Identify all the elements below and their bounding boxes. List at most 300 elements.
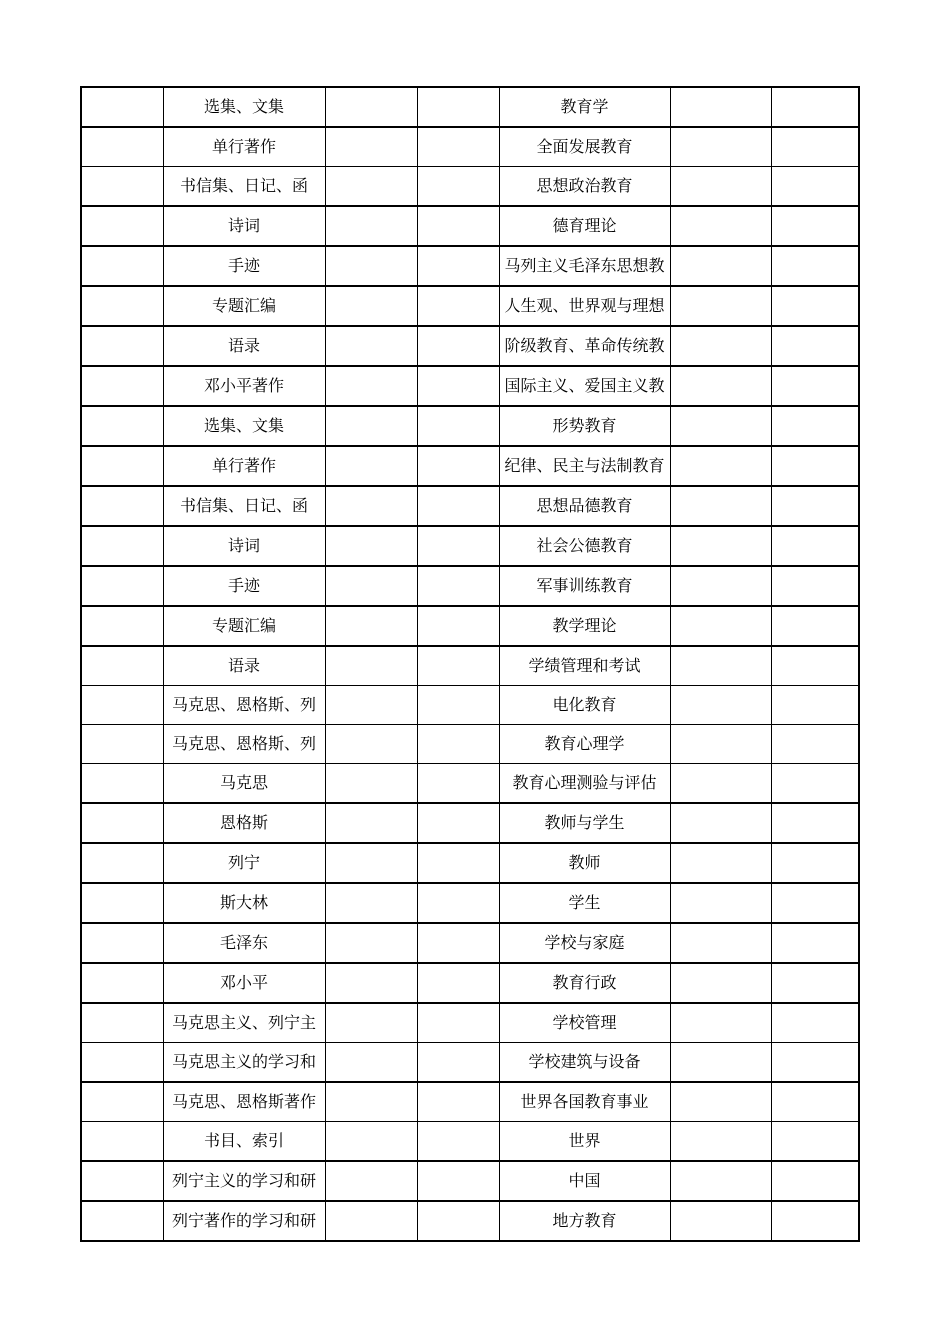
cell-blank[interactable] (325, 843, 417, 883)
cell-right-category[interactable] (499, 923, 670, 963)
cell-index[interactable] (81, 127, 163, 167)
cell-blank[interactable] (771, 686, 859, 725)
cell-index[interactable] (81, 686, 163, 725)
cell-blank[interactable] (771, 446, 859, 486)
cell-right-category[interactable] (499, 566, 670, 606)
cell-empty (772, 844, 859, 882)
cell-empty (772, 1083, 859, 1121)
cell-left-category[interactable] (163, 446, 325, 486)
cell-right-category[interactable] (499, 206, 670, 246)
cell-blank[interactable] (325, 167, 417, 207)
cell-right-category[interactable] (499, 446, 670, 486)
cell-right-category-text: 电化教育 (552, 695, 617, 714)
cell-blank[interactable] (417, 606, 499, 646)
cell-right-category[interactable] (499, 326, 670, 366)
cell-left-category-text: 马克思 (219, 773, 268, 792)
cell-blank[interactable] (325, 526, 417, 566)
cell-empty (772, 487, 859, 525)
cell-left-category[interactable] (163, 406, 325, 446)
cell-empty (772, 725, 859, 763)
cell-right-category[interactable] (499, 486, 670, 526)
cell-blank[interactable] (771, 963, 859, 1003)
cell-blank[interactable] (325, 1082, 417, 1122)
cell-empty (418, 804, 499, 842)
cell-empty (418, 924, 499, 962)
cell-blank[interactable] (417, 764, 499, 804)
cell-right-category[interactable] (499, 1161, 670, 1201)
cell-blank[interactable] (325, 1201, 417, 1241)
cell-blank[interactable] (771, 1043, 859, 1083)
cell-empty (671, 725, 771, 763)
cell-index[interactable] (81, 1201, 163, 1241)
cell-blank[interactable] (325, 646, 417, 686)
cell-right-category[interactable] (499, 167, 670, 207)
cell-left-category[interactable] (163, 1122, 325, 1162)
cell-right-category-text: 教学理论 (552, 616, 617, 635)
cell-blank[interactable] (325, 1003, 417, 1043)
cell-index[interactable] (81, 446, 163, 486)
cell-right-category-text: 阶级教育、革命传统教 (504, 336, 665, 355)
table-row (81, 87, 859, 127)
cell-empty (418, 287, 499, 325)
cell-blank[interactable] (417, 883, 499, 923)
cell-blank[interactable] (417, 1161, 499, 1201)
cell-blank[interactable] (325, 366, 417, 406)
cell-blank[interactable] (771, 1122, 859, 1162)
cell-left-category[interactable] (163, 764, 325, 804)
cell-left-category[interactable] (163, 646, 325, 686)
cell-blank[interactable] (417, 406, 499, 446)
cell-right-category[interactable] (499, 406, 670, 446)
cell-blank[interactable] (417, 646, 499, 686)
cell-empty (326, 686, 417, 724)
cell-blank[interactable] (670, 406, 771, 446)
cell-blank[interactable] (325, 1122, 417, 1162)
cell-blank[interactable] (670, 167, 771, 207)
cell-blank[interactable] (670, 843, 771, 883)
cell-index[interactable] (81, 566, 163, 606)
cell-blank[interactable] (670, 366, 771, 406)
cell-blank[interactable] (325, 406, 417, 446)
cell-blank[interactable] (670, 486, 771, 526)
cell-blank[interactable] (771, 803, 859, 843)
cell-empty (326, 1122, 417, 1160)
cell-blank[interactable] (771, 1003, 859, 1043)
cell-index[interactable] (81, 286, 163, 326)
cell-empty (418, 764, 499, 802)
cell-empty (326, 287, 417, 325)
cell-blank[interactable] (417, 923, 499, 963)
cell-index[interactable] (81, 486, 163, 526)
cell-blank[interactable] (325, 883, 417, 923)
cell-blank[interactable] (771, 646, 859, 686)
cell-blank[interactable] (417, 486, 499, 526)
cell-right-category-text: 中国 (568, 1171, 601, 1190)
cell-blank[interactable] (325, 764, 417, 804)
cell-right-category[interactable] (499, 606, 670, 646)
cell-index[interactable] (81, 803, 163, 843)
cell-blank[interactable] (325, 606, 417, 646)
cell-right-category[interactable] (499, 286, 670, 326)
cell-empty (418, 207, 499, 245)
cell-blank[interactable] (417, 246, 499, 286)
cell-left-category[interactable] (163, 923, 325, 963)
table-row (81, 1082, 859, 1122)
cell-blank[interactable] (670, 963, 771, 1003)
table-row (81, 286, 859, 326)
table-row (81, 1122, 859, 1162)
cell-blank[interactable] (325, 686, 417, 725)
cell-blank[interactable] (325, 326, 417, 366)
cell-right-category[interactable] (499, 803, 670, 843)
table-row (81, 725, 859, 764)
cell-index[interactable] (81, 167, 163, 207)
cell-blank[interactable] (417, 843, 499, 883)
cell-right-category[interactable] (499, 883, 670, 923)
cell-blank[interactable] (771, 326, 859, 366)
cell-index[interactable] (81, 246, 163, 286)
cell-empty (772, 367, 859, 405)
cell-right-category-text: 马列主义毛泽东思想教 (504, 256, 665, 275)
cell-empty (418, 607, 499, 645)
cell-empty (671, 1162, 771, 1200)
cell-empty (418, 167, 499, 205)
cell-empty (82, 1004, 163, 1042)
cell-blank[interactable] (417, 127, 499, 167)
cell-blank[interactable] (670, 1161, 771, 1201)
table-row (81, 167, 859, 207)
cell-blank[interactable] (417, 963, 499, 1003)
cell-blank[interactable] (417, 526, 499, 566)
cell-right-category[interactable] (499, 963, 670, 1003)
cell-blank[interactable] (417, 566, 499, 606)
cell-empty (326, 327, 417, 365)
cell-blank[interactable] (771, 1082, 859, 1122)
cell-blank[interactable] (325, 127, 417, 167)
cell-empty (772, 327, 859, 365)
cell-empty (772, 88, 859, 126)
cell-empty (671, 407, 771, 445)
table-row (81, 764, 859, 804)
cell-blank[interactable] (670, 526, 771, 566)
cell-blank[interactable] (325, 246, 417, 286)
cell-blank[interactable] (670, 1043, 771, 1083)
cell-empty (772, 167, 859, 205)
cell-blank[interactable] (417, 366, 499, 406)
cell-right-category[interactable] (499, 1201, 670, 1241)
cell-blank[interactable] (670, 1082, 771, 1122)
cell-left-category-text: 语录 (227, 656, 260, 675)
cell-blank[interactable] (417, 446, 499, 486)
cell-blank[interactable] (325, 1043, 417, 1083)
cell-blank[interactable] (670, 246, 771, 286)
cell-left-category[interactable] (163, 963, 325, 1003)
cell-blank[interactable] (670, 87, 771, 127)
cell-blank[interactable] (670, 326, 771, 366)
cell-blank[interactable] (417, 286, 499, 326)
cell-blank[interactable] (417, 1043, 499, 1083)
cell-blank[interactable] (670, 725, 771, 764)
cell-blank[interactable] (417, 803, 499, 843)
cell-right-category-text: 教育行政 (552, 973, 617, 992)
cell-empty (671, 1043, 771, 1081)
cell-empty (772, 764, 859, 802)
cell-blank[interactable] (771, 87, 859, 127)
cell-index[interactable] (81, 206, 163, 246)
cell-empty (418, 1122, 499, 1160)
cell-left-category-text: 马克思、恩格斯著作 (171, 1092, 316, 1111)
cell-empty (418, 128, 499, 166)
cell-empty (671, 567, 771, 605)
cell-left-category[interactable] (163, 87, 325, 127)
cell-right-category-text: 世界 (568, 1131, 601, 1150)
cell-empty (82, 487, 163, 525)
cell-blank[interactable] (771, 606, 859, 646)
cell-empty (671, 686, 771, 724)
cell-blank[interactable] (771, 286, 859, 326)
cell-index[interactable] (81, 406, 163, 446)
cell-blank[interactable] (670, 1122, 771, 1162)
cell-blank[interactable] (670, 566, 771, 606)
cell-empty (671, 924, 771, 962)
cell-blank[interactable] (771, 566, 859, 606)
cell-left-category-text: 马克思、恩格斯、列 (171, 695, 316, 714)
cell-empty (772, 287, 859, 325)
cell-left-category[interactable] (163, 486, 325, 526)
cell-blank[interactable] (771, 206, 859, 246)
cell-index[interactable] (81, 725, 163, 764)
cell-empty (326, 447, 417, 485)
cell-right-category[interactable] (499, 1122, 670, 1162)
cell-index[interactable] (81, 963, 163, 1003)
cell-empty (418, 247, 499, 285)
cell-blank[interactable] (417, 686, 499, 725)
cell-blank[interactable] (771, 843, 859, 883)
cell-empty (82, 844, 163, 882)
cell-blank[interactable] (417, 326, 499, 366)
cell-right-category[interactable] (499, 1003, 670, 1043)
cell-empty (82, 247, 163, 285)
cell-empty (671, 884, 771, 922)
cell-index[interactable] (81, 764, 163, 804)
cell-blank[interactable] (771, 1161, 859, 1201)
cell-right-category[interactable] (499, 366, 670, 406)
cell-left-category[interactable] (163, 366, 325, 406)
cell-blank[interactable] (670, 1003, 771, 1043)
cell-right-category-text: 形势教育 (552, 416, 617, 435)
cell-left-category[interactable] (163, 246, 325, 286)
cell-blank[interactable] (417, 206, 499, 246)
cell-empty (772, 1004, 859, 1042)
cell-blank[interactable] (771, 246, 859, 286)
cell-right-category[interactable] (499, 646, 670, 686)
cell-blank[interactable] (325, 286, 417, 326)
cell-blank[interactable] (771, 883, 859, 923)
cell-index[interactable] (81, 366, 163, 406)
cell-right-category[interactable] (499, 764, 670, 804)
cell-empty (772, 407, 859, 445)
cell-left-category[interactable] (163, 606, 325, 646)
cell-blank[interactable] (670, 883, 771, 923)
cell-blank[interactable] (417, 1003, 499, 1043)
cell-blank[interactable] (417, 1122, 499, 1162)
table-row (81, 963, 859, 1003)
cell-blank[interactable] (417, 1201, 499, 1241)
cell-blank[interactable] (670, 446, 771, 486)
cell-empty (326, 804, 417, 842)
cell-empty (671, 1122, 771, 1160)
cell-blank[interactable] (325, 486, 417, 526)
cell-blank[interactable] (670, 923, 771, 963)
cell-right-category[interactable] (499, 725, 670, 764)
cell-right-category[interactable] (499, 87, 670, 127)
cell-left-category[interactable] (163, 326, 325, 366)
cell-blank[interactable] (417, 87, 499, 127)
cell-blank[interactable] (670, 1201, 771, 1241)
cell-left-category-text: 专题汇编 (211, 296, 276, 315)
cell-blank[interactable] (325, 923, 417, 963)
cell-blank[interactable] (771, 526, 859, 566)
cell-blank[interactable] (417, 725, 499, 764)
cell-blank[interactable] (771, 167, 859, 207)
cell-blank[interactable] (670, 606, 771, 646)
cell-empty (671, 1083, 771, 1121)
cell-empty (418, 487, 499, 525)
cell-left-category[interactable] (163, 803, 325, 843)
cell-blank[interactable] (771, 923, 859, 963)
cell-right-category[interactable] (499, 1043, 670, 1083)
cell-blank[interactable] (771, 486, 859, 526)
cell-empty (82, 1202, 163, 1240)
cell-left-category[interactable] (163, 206, 325, 246)
cell-blank[interactable] (325, 206, 417, 246)
cell-right-category-text: 教育心理学 (544, 734, 625, 753)
cell-index[interactable] (81, 883, 163, 923)
cell-left-category[interactable] (163, 1161, 325, 1201)
cell-empty (772, 527, 859, 565)
cell-left-category-text: 单行著作 (211, 456, 276, 475)
cell-empty (326, 247, 417, 285)
cell-index[interactable] (81, 326, 163, 366)
cell-empty (82, 686, 163, 724)
cell-blank[interactable] (325, 446, 417, 486)
cell-index[interactable] (81, 1122, 163, 1162)
table-row (81, 883, 859, 923)
cell-left-category[interactable] (163, 1043, 325, 1083)
cell-blank[interactable] (670, 764, 771, 804)
cell-index[interactable] (81, 606, 163, 646)
cell-blank[interactable] (670, 206, 771, 246)
cell-blank[interactable] (771, 725, 859, 764)
cell-right-category[interactable] (499, 526, 670, 566)
cell-empty (326, 725, 417, 763)
cell-index[interactable] (81, 87, 163, 127)
cell-blank[interactable] (771, 1201, 859, 1241)
cell-left-category-text: 专题汇编 (211, 616, 276, 635)
cell-index[interactable] (81, 1043, 163, 1083)
cell-right-category-text: 思想品德教育 (536, 496, 633, 515)
cell-empty (671, 367, 771, 405)
cell-blank[interactable] (325, 725, 417, 764)
cell-left-category-text: 书信集、日记、函 (179, 176, 308, 195)
cell-empty (82, 964, 163, 1002)
cell-empty (326, 128, 417, 166)
cell-empty (671, 447, 771, 485)
cell-empty (418, 1004, 499, 1042)
cell-left-category[interactable] (163, 725, 325, 764)
cell-empty (772, 128, 859, 166)
cell-blank[interactable] (325, 566, 417, 606)
cell-left-category[interactable] (163, 883, 325, 923)
spreadsheet-table (80, 86, 860, 1242)
cell-empty (671, 1202, 771, 1240)
cell-index[interactable] (81, 1161, 163, 1201)
cell-right-category[interactable] (499, 686, 670, 725)
cell-left-category[interactable] (163, 286, 325, 326)
cell-left-category[interactable] (163, 1201, 325, 1241)
cell-empty (326, 844, 417, 882)
cell-blank[interactable] (771, 366, 859, 406)
cell-blank[interactable] (325, 1161, 417, 1201)
cell-index[interactable] (81, 843, 163, 883)
cell-blank[interactable] (417, 1082, 499, 1122)
cell-blank[interactable] (771, 406, 859, 446)
cell-right-category[interactable] (499, 1082, 670, 1122)
cell-left-category[interactable] (163, 127, 325, 167)
table-row (81, 1003, 859, 1043)
cell-index[interactable] (81, 1003, 163, 1043)
cell-right-category-text: 学校建筑与设备 (528, 1052, 641, 1071)
cell-empty (418, 725, 499, 763)
cell-blank[interactable] (771, 127, 859, 167)
cell-left-category-text: 书目、索引 (203, 1131, 284, 1150)
cell-left-category[interactable] (163, 167, 325, 207)
cell-right-category-text: 教师 (568, 853, 601, 872)
cell-index[interactable] (81, 923, 163, 963)
cell-left-category[interactable] (163, 526, 325, 566)
cell-empty (772, 1122, 859, 1160)
cell-index[interactable] (81, 1082, 163, 1122)
table-row (81, 366, 859, 406)
cell-left-category[interactable] (163, 1082, 325, 1122)
cell-empty (671, 964, 771, 1002)
cell-left-category[interactable] (163, 566, 325, 606)
cell-index[interactable] (81, 526, 163, 566)
cell-blank[interactable] (325, 803, 417, 843)
cell-blank[interactable] (325, 87, 417, 127)
cell-empty (418, 527, 499, 565)
cell-index[interactable] (81, 646, 163, 686)
cell-left-category[interactable] (163, 686, 325, 725)
cell-empty (418, 367, 499, 405)
cell-right-category[interactable] (499, 127, 670, 167)
cell-empty (326, 924, 417, 962)
cell-right-category[interactable] (499, 843, 670, 883)
cell-left-category[interactable] (163, 1003, 325, 1043)
cell-blank[interactable] (670, 286, 771, 326)
cell-blank[interactable] (670, 803, 771, 843)
cell-blank[interactable] (771, 764, 859, 804)
cell-empty (418, 1162, 499, 1200)
cell-blank[interactable] (325, 963, 417, 1003)
cell-left-category-text: 马克思、恩格斯、列 (171, 734, 316, 753)
cell-blank[interactable] (670, 646, 771, 686)
cell-blank[interactable] (670, 686, 771, 725)
cell-blank[interactable] (417, 167, 499, 207)
cell-blank[interactable] (670, 127, 771, 167)
cell-left-category[interactable] (163, 843, 325, 883)
cell-right-category[interactable] (499, 246, 670, 286)
